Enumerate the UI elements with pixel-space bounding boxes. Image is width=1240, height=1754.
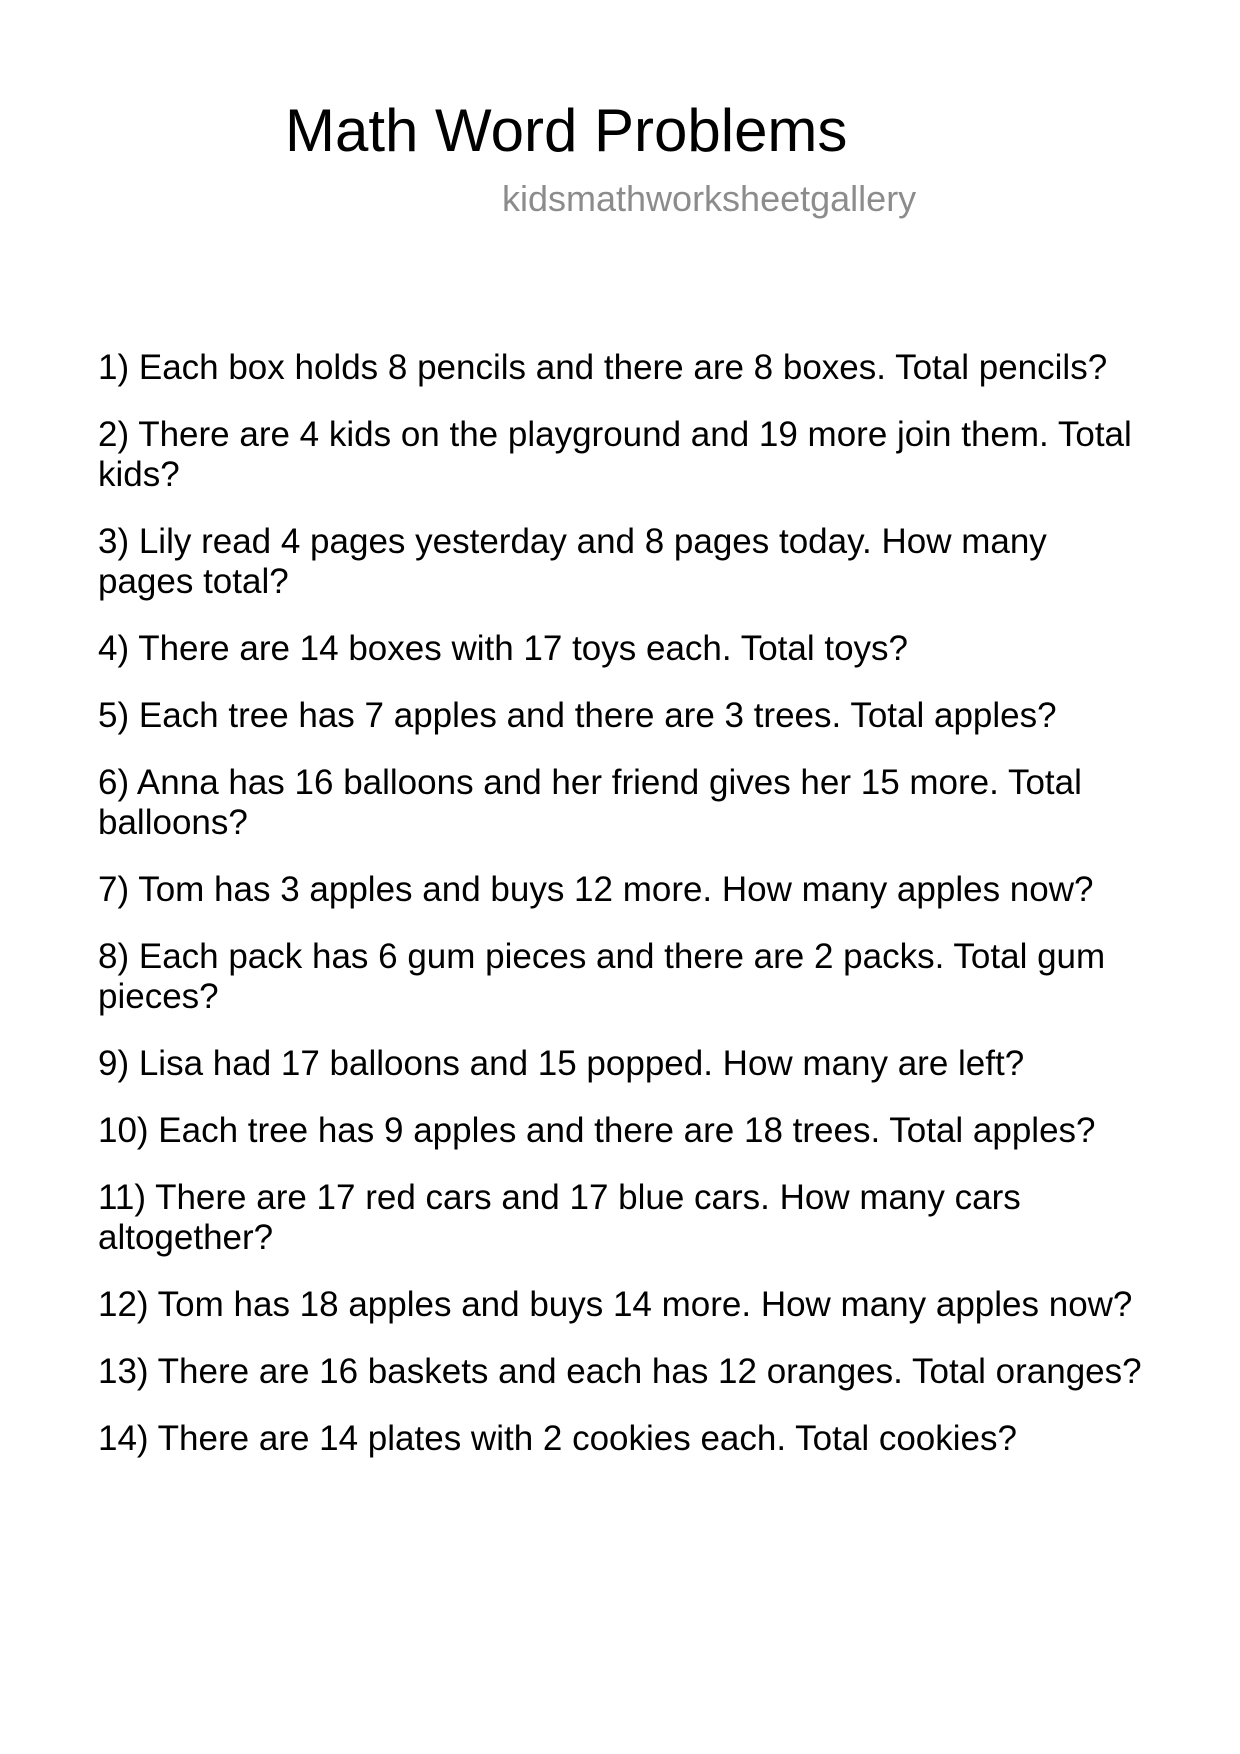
word-problem-3: 3) Lily read 4 pages yesterday and 8 pages today. How many pages total? (98, 522, 1047, 601)
page-title: Math Word Problems (285, 97, 848, 164)
word-problem-8: 8) Each pack has 6 gum pieces and there are 2 packs. Total gum pieces? (98, 937, 1106, 1016)
word-problem-6: 6) Anna has 16 balloons and her friend gives her 15 more. Total balloons? (98, 763, 1082, 842)
word-problem-1: 1) Each box holds 8 pencils and there are 8 boxes. Total pencils? (98, 348, 1108, 387)
word-problem-11: 11) There are 17 red cars and 17 blue cars. How many cars altogether? (98, 1178, 1021, 1257)
word-problem-13: 13) There are 16 baskets and each has 12 oranges. Total oranges? (98, 1352, 1142, 1391)
word-problem-5: 5) Each tree has 7 apples and there are 3 trees. Total apples? (98, 696, 1057, 735)
word-problem-9: 9) Lisa had 17 balloons and 15 popped. How many are left? (98, 1044, 1025, 1083)
word-problem-14: 14) There are 14 plates with 2 cookies each. Total cookies? (98, 1419, 1017, 1458)
page-subtitle: kidsmathworksheetgallery (502, 178, 917, 219)
word-problem-7: 7) Tom has 3 apples and buys 12 more. How many apples now? (98, 870, 1094, 909)
word-problem-2: 2) There are 4 kids on the playground and 19 more join them. Total kids? (98, 415, 1132, 494)
problems-list (98, 348, 1142, 1459)
word-problem-4: 4) There are 14 boxes with 17 toys each. Total toys? (98, 629, 909, 668)
word-problem-10: 10) Each tree has 9 apples and there are 18 trees. Total apples? (98, 1111, 1096, 1150)
word-problem-12: 12) Tom has 18 apples and buys 14 more. How many apples now? (98, 1285, 1133, 1324)
